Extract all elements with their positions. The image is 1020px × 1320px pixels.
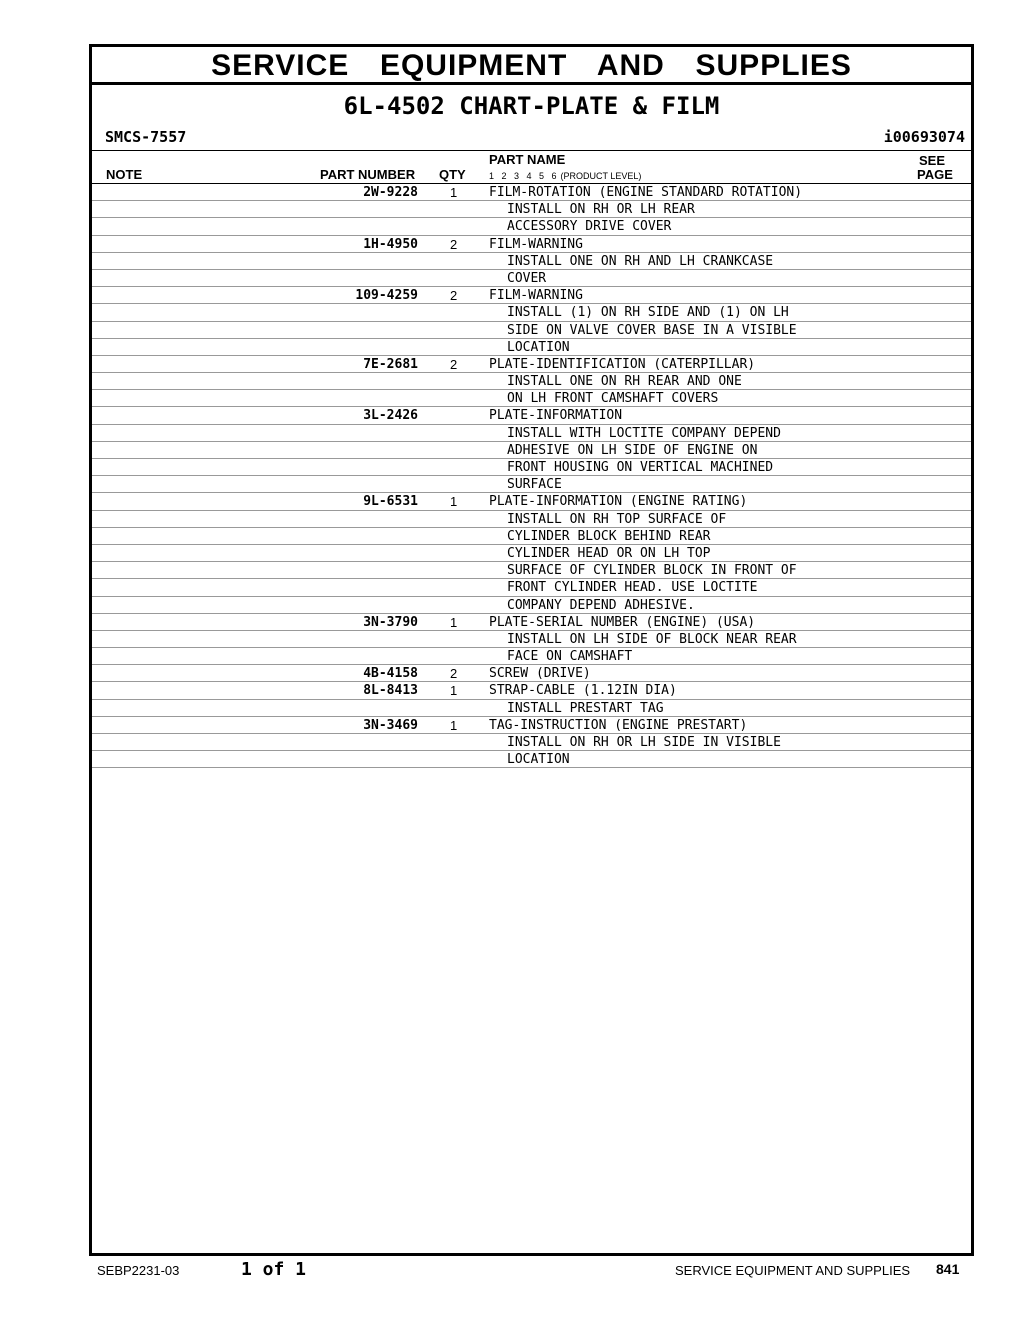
part-name: PLATE-SERIAL NUMBER (ENGINE) (USA) — [489, 614, 756, 630]
table-row — [92, 751, 971, 768]
table-row — [92, 442, 971, 459]
part-number: 3N-3469 — [363, 717, 418, 733]
table-row — [92, 407, 971, 424]
page-number: 841 — [936, 1261, 960, 1277]
part-note: SIDE ON VALVE COVER BASE IN A VISIBLE — [507, 322, 797, 338]
col-part-name: PART NAME — [489, 152, 566, 167]
table-row — [92, 545, 971, 562]
part-note: ADHESIVE ON LH SIDE OF ENGINE ON — [507, 442, 758, 458]
part-name: TAG-INSTRUCTION (ENGINE PRESTART) — [489, 717, 748, 733]
table-row — [92, 562, 971, 579]
part-name: STRAP-CABLE (1.12IN DIA) — [489, 683, 677, 699]
part-note: LOCATION — [507, 752, 570, 768]
doc-number: SEBP2231-03 — [97, 1263, 180, 1278]
table-row — [92, 528, 971, 545]
parts-list — [92, 184, 971, 768]
part-number: 3L-2426 — [363, 408, 418, 424]
part-note: INSTALL (1) ON RH SIDE AND (1) ON LH — [507, 305, 789, 321]
table-row — [92, 201, 971, 218]
quantity: 1 — [450, 683, 458, 699]
part-number: 3N-3790 — [363, 614, 418, 630]
table-row — [92, 218, 971, 235]
part-note: FACE ON CAMSHAFT — [507, 649, 633, 665]
part-note: INSTALL ONE ON RH REAR AND ONE — [507, 374, 742, 390]
footer-section: SERVICE EQUIPMENT AND SUPPLIES — [675, 1263, 911, 1278]
col-see: SEE — [919, 153, 946, 168]
table-row — [92, 648, 971, 665]
group-title: 6L-4502 CHART-PLATE & FILM — [343, 92, 720, 120]
table-row — [92, 493, 971, 510]
part-name: SCREW (DRIVE) — [489, 666, 591, 682]
table-row — [92, 322, 971, 339]
part-note: ACCESSORY DRIVE COVER — [507, 219, 672, 235]
col-part-number: PART NUMBER — [320, 167, 416, 182]
part-note: SURFACE OF CYLINDER BLOCK IN FRONT OF — [507, 563, 797, 579]
page-title: SERVICE EQUIPMENT AND SUPPLIES — [211, 49, 852, 82]
part-note: FRONT CYLINDER HEAD. USE LOCTITE — [507, 580, 758, 596]
part-note: ON LH FRONT CAMSHAFT COVERS — [507, 391, 719, 407]
quantity: 1 — [450, 185, 458, 200]
table-row — [92, 665, 971, 682]
part-note: INSTALL ON LH SIDE OF BLOCK NEAR REAR — [507, 631, 797, 647]
quantity: 1 — [450, 717, 458, 733]
part-number: 109-4259 — [355, 288, 418, 304]
part-number: 9L-6531 — [363, 494, 418, 510]
col-page: PAGE — [917, 167, 953, 182]
table-row — [92, 734, 971, 751]
table-row — [92, 682, 971, 699]
part-name: PLATE-INFORMATION (ENGINE RATING) — [489, 494, 748, 510]
part-number: 4B-4158 — [363, 666, 418, 682]
table-row — [92, 339, 971, 356]
table-row — [92, 253, 971, 270]
product-levels — [489, 171, 641, 181]
product-level-label: (PRODUCT LEVEL) — [560, 171, 642, 181]
part-note: COMPANY DEPEND ADHESIVE. — [507, 597, 695, 613]
table-row — [92, 373, 971, 390]
part-name: PLATE-IDENTIFICATION (CATERPILLAR) — [489, 356, 756, 372]
table-row — [92, 390, 971, 407]
page-frame — [89, 44, 974, 1256]
quantity: 1 — [450, 614, 458, 630]
part-note: INSTALL PRESTART TAG — [507, 700, 664, 716]
part-number: 8L-8413 — [363, 683, 418, 699]
level-numbers: 1 2 3 4 5 6 — [489, 171, 557, 181]
table-row — [92, 579, 971, 596]
page-of: 1 of 1 — [241, 1259, 307, 1280]
part-note: CYLINDER HEAD OR ON LH TOP — [507, 545, 711, 561]
col-note: NOTE — [106, 167, 143, 182]
table-row — [92, 476, 971, 493]
table-row — [92, 287, 971, 304]
part-note: INSTALL ONE ON RH AND LH CRANKCASE — [507, 253, 774, 269]
table-row — [92, 459, 971, 476]
quantity: 2 — [450, 356, 458, 372]
table-row — [92, 631, 971, 648]
quantity: 2 — [450, 666, 458, 682]
part-note: INSTALL ON RH OR LH REAR — [507, 202, 695, 218]
table-row — [92, 597, 971, 614]
part-note: CYLINDER BLOCK BEHIND REAR — [507, 528, 711, 544]
part-name: FILM-ROTATION (ENGINE STANDARD ROTATION) — [489, 185, 803, 200]
part-note: INSTALL ON RH TOP SURFACE OF — [507, 511, 727, 527]
table-row — [92, 184, 971, 201]
table-row — [92, 614, 971, 631]
part-name: FILM-WARNING — [489, 288, 583, 304]
table-row — [92, 236, 971, 253]
table-row — [92, 425, 971, 442]
part-note: SURFACE — [507, 477, 562, 493]
table-row — [92, 356, 971, 373]
illustration-id: i00693074 — [883, 128, 965, 146]
part-number: 2W-9228 — [363, 185, 418, 200]
quantity: 2 — [450, 236, 458, 252]
col-qty: QTY — [439, 167, 466, 182]
table-row — [92, 304, 971, 321]
header-divider — [92, 150, 971, 151]
part-note: INSTALL WITH LOCTITE COMPANY DEPEND — [507, 425, 781, 441]
table-row — [92, 700, 971, 717]
table-row — [92, 511, 971, 528]
part-name: PLATE-INFORMATION — [489, 408, 623, 424]
smcs-code: SMCS-7557 — [105, 128, 187, 146]
title-band — [92, 47, 971, 85]
part-name: FILM-WARNING — [489, 236, 583, 252]
quantity: 2 — [450, 288, 458, 304]
part-note: COVER — [507, 270, 547, 286]
part-note: LOCATION — [507, 339, 570, 355]
part-number: 7E-2681 — [363, 356, 418, 372]
part-number: 1H-4950 — [363, 236, 418, 252]
quantity: 1 — [450, 494, 458, 510]
table-row — [92, 270, 971, 287]
part-note: INSTALL ON RH OR LH SIDE IN VISIBLE — [507, 735, 781, 750]
table-row — [92, 717, 971, 734]
part-note: FRONT HOUSING ON VERTICAL MACHINED — [507, 460, 774, 475]
